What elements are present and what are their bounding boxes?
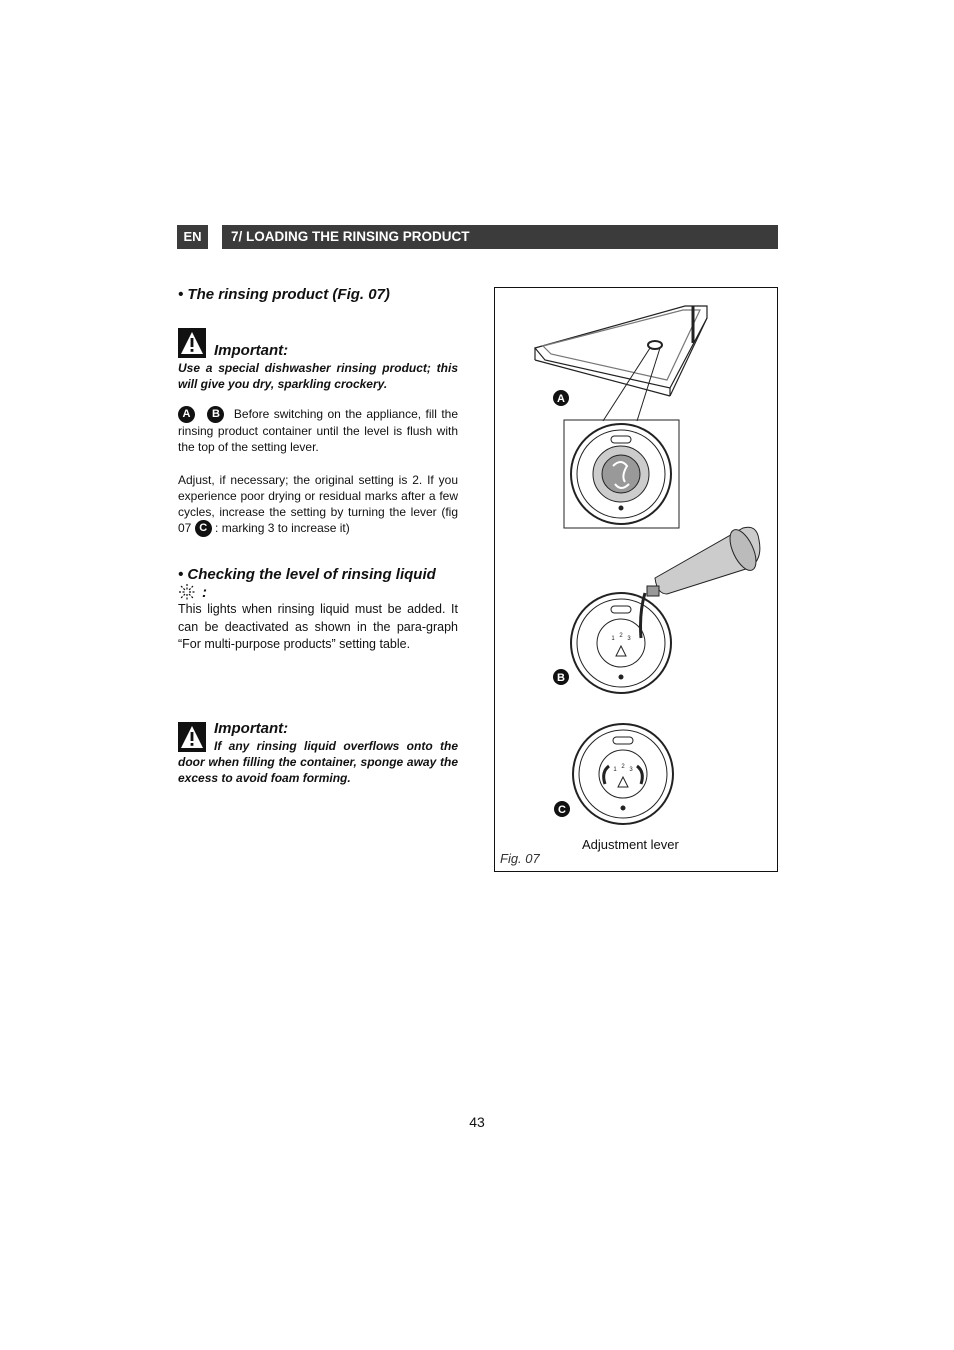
- bottle: [647, 526, 761, 596]
- page-number: 43: [469, 1114, 485, 1130]
- important-body: Use a special dishwasher rinsing product; this will give you dry, sparkling crockery.: [178, 361, 458, 391]
- dial-a: [571, 424, 671, 524]
- checking-heading-text: • Checking the level of rinsing liquid: [178, 566, 436, 583]
- dial-b-mark-1: 1: [611, 636, 615, 642]
- dial-b-mark-2: 2: [619, 633, 623, 639]
- adjust-text-end: : marking 3 to increase it): [215, 521, 350, 535]
- door-panel: [535, 306, 707, 396]
- fill-instructions: [178, 406, 458, 455]
- adjust-text: Adjust, if necessary; the original setting is 2. If you experience poor drying or residual marks after a few cycles, increase the setting by turning the lever (fig 07: [178, 473, 458, 535]
- dial-c: [573, 724, 673, 824]
- dial-c-mark-2: 2: [621, 764, 625, 770]
- figure-caption: Adjustment lever: [582, 837, 679, 852]
- marker-b-icon: B: [207, 406, 224, 423]
- important2-body: If any rinsing liquid overflows onto the door when filling the container, sponge away the excess to avoid foam forming.: [178, 739, 458, 785]
- marker-c-icon: C: [195, 520, 212, 537]
- dishwasher-illustration: [495, 288, 776, 870]
- dial-c-mark-3: 3: [629, 767, 633, 773]
- figure-07: [494, 287, 778, 872]
- marker-a-icon: A: [178, 406, 195, 423]
- checking-heading-colon: :: [202, 583, 207, 601]
- rinsing-product-heading: • The rinsing product (Fig. 07): [178, 286, 390, 303]
- warning-icon: [178, 328, 206, 358]
- dial-c-mark-1: 1: [613, 767, 617, 773]
- section-title: 7/ LOADING THE RINSING PRODUCT: [222, 225, 778, 249]
- svg-text:A: A: [557, 393, 565, 405]
- rinse-indicator-icon: [178, 583, 196, 601]
- checking-body: This lights when rinsing liquid must be added. It can be deactivated as shown in the para-graph “For multi-purpose products” setting table.: [178, 602, 458, 651]
- adjust-instructions: [178, 472, 458, 537]
- important2-title: Important:: [214, 720, 289, 737]
- important-title: Important:: [214, 342, 289, 359]
- checking-heading: [178, 566, 458, 601]
- figure-label: Fig. 07: [500, 851, 540, 866]
- fill-instructions-text: Before switching on the appliance, fill the rinsing product container until the level is flush with the top of the setting lever.: [178, 407, 459, 455]
- language-tag: EN: [177, 225, 208, 249]
- dial-b-mark-3: 3: [627, 636, 631, 642]
- svg-text:C: C: [558, 804, 566, 816]
- svg-text:B: B: [557, 672, 565, 684]
- dial-b: [571, 593, 671, 693]
